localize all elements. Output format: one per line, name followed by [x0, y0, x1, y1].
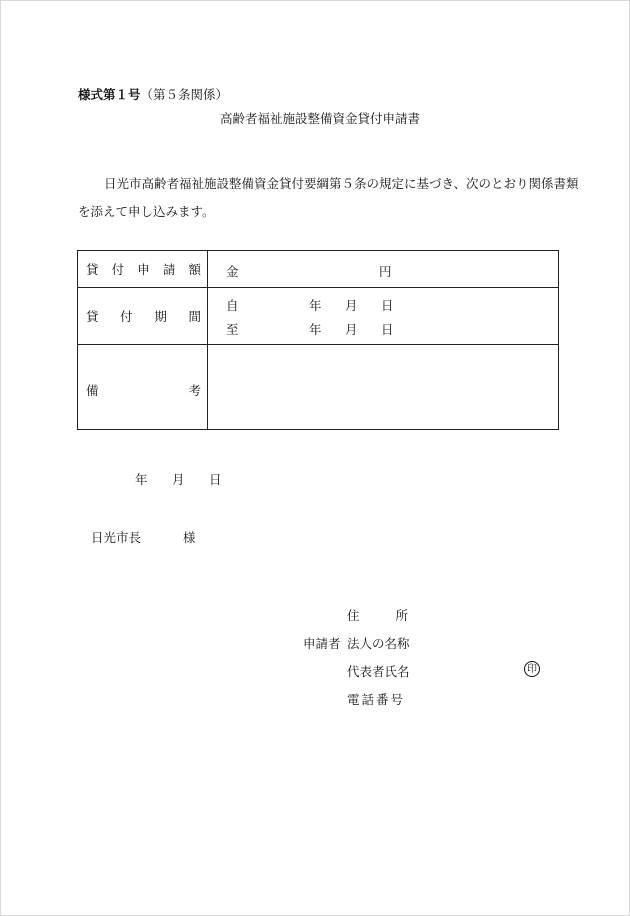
period-from-day: 日	[381, 298, 394, 314]
loan-amount-row	[78, 251, 559, 288]
label-char: 額	[188, 262, 201, 278]
address-label[interactable]	[347, 606, 408, 624]
addressee-honorific: 様	[183, 530, 196, 545]
date-year: 年	[135, 472, 148, 487]
label-char: 電	[347, 692, 362, 707]
label-char: 話	[361, 692, 377, 707]
remarks-row	[78, 344, 559, 429]
loan-period-row	[78, 288, 559, 344]
amount-unit: 円	[379, 264, 392, 279]
label-char: 番	[376, 692, 391, 707]
period-from-year: 年	[309, 298, 322, 314]
label-char: 住	[347, 608, 360, 623]
representative-name-label[interactable]: 代表者氏名	[347, 664, 410, 679]
form-reference: （第５条関係）	[140, 87, 229, 102]
document-title: 高齢者福祉施設整備資金貸付申請書	[220, 111, 421, 126]
remarks-label	[86, 381, 201, 399]
label-char: 請	[162, 262, 176, 278]
date-month: 月	[172, 472, 185, 487]
loan-period-label	[78, 307, 207, 325]
period-to-label: 至	[226, 322, 239, 338]
form-number	[78, 85, 228, 103]
loan-amount-field[interactable]	[208, 251, 559, 288]
label-char: 申	[137, 262, 150, 278]
addressee	[91, 528, 196, 546]
addressee-name: 日光市長	[91, 530, 142, 545]
phone-number-label[interactable]	[347, 690, 405, 708]
label-char: 貸	[86, 308, 99, 324]
loan-period-label-cell	[78, 288, 208, 344]
label-char: 号	[390, 692, 406, 707]
label-char: 期	[154, 308, 167, 324]
intro-text-line-2: を添えて申し込みます。	[78, 204, 215, 219]
applicant-label: 申請者	[303, 636, 341, 651]
application-table	[77, 250, 559, 430]
label-char: 所	[395, 608, 409, 623]
label-char: 考	[188, 382, 201, 398]
loan-amount-label	[78, 260, 207, 278]
intro-text-line-1: 日光市高齢者福祉施設整備資金貸付要綱第５条の規定に基づき、次のとおり関係書類	[104, 176, 579, 191]
date-day: 日	[209, 472, 222, 487]
label-char: 貸	[86, 262, 99, 278]
period-from-month: 月	[345, 298, 358, 314]
amount-prefix: 金	[226, 264, 239, 279]
seal-mark: 印	[524, 661, 540, 677]
period-to-day: 日	[381, 322, 394, 338]
loan-period-field[interactable]	[208, 288, 559, 344]
corporation-name-label[interactable]: 法人の名称	[347, 636, 410, 651]
form-number-label: 様式第１号	[78, 87, 141, 102]
label-char: 間	[188, 308, 201, 324]
remarks-label-cell	[78, 344, 208, 429]
label-char: 付	[120, 308, 133, 324]
period-to-year: 年	[309, 322, 322, 338]
period-from-label: 自	[226, 298, 239, 314]
period-to-month: 月	[345, 322, 358, 338]
label-char: 備	[86, 382, 99, 398]
label-char: 付	[111, 262, 125, 278]
loan-amount-label-cell	[78, 251, 208, 288]
remarks-field[interactable]	[208, 344, 559, 429]
